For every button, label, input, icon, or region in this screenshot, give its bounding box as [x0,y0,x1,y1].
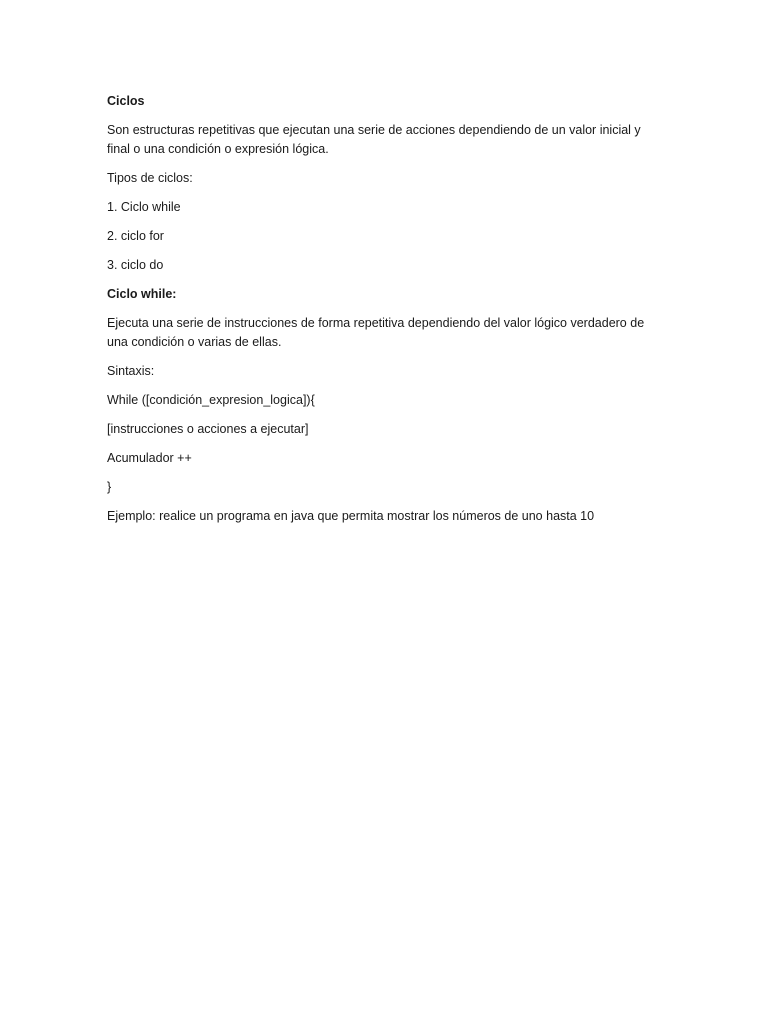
type-item-do: 3. ciclo do [107,258,164,272]
type-item-while: 1. Ciclo while [107,200,181,214]
syntax-line-instructions: [instrucciones o acciones a ejecutar] [107,422,309,436]
syntax-line-close: } [107,480,112,494]
syntax-label: Sintaxis: [107,364,155,378]
syntax-line-accumulator: Acumulador ++ [107,451,192,465]
syntax-line-open: While ([condición_expresion_logica]){ [107,393,315,407]
example-paragraph: Ejemplo: realice un programa en java que permita mostrar los números de uno hasta 10 [107,509,595,523]
while-heading: Ciclo while: [107,287,177,301]
types-heading: Tipos de ciclos: [107,171,193,185]
intro-paragraph: Son estructuras repetitivas que ejecutan una serie de acciones dependiendo de un valor inicial y final o una condición o expresión lógica. [107,123,641,156]
section-title: Ciclos [107,94,145,108]
type-item-for: 2. ciclo for [107,229,164,243]
document-body [107,92,667,536]
while-description: Ejecuta una serie de instrucciones de forma repetitiva dependiendo del valor lógico verdadero de una condición o varias de ellas. [107,316,645,349]
